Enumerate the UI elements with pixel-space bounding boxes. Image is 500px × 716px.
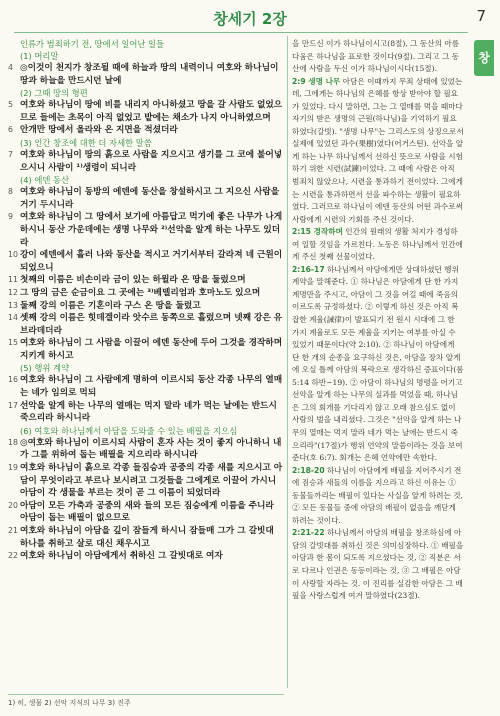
commentary-reference: 2:9 생명 나무 bbox=[292, 76, 341, 86]
commentary-paragraph bbox=[292, 226, 464, 264]
verse-number: 14 bbox=[8, 313, 18, 323]
commentary-reference: 2:21-22 bbox=[292, 528, 325, 538]
verse bbox=[8, 99, 284, 124]
verse bbox=[8, 400, 284, 425]
verse-text: 안개만 땅에서 올라와 온 지면을 적셨더라 bbox=[20, 125, 178, 136]
commentary-text: 인간의 원래의 생활 처지가 경성하여 일할 것임을 가르친다. 노동은 하나님께서 인간에게 주신 첫째 선물이었다. bbox=[292, 227, 463, 262]
verse-text: 여호와 하나님이 그 사람을 이끌어 에덴 동산에 두어 그것을 경작하며 지키게 하시고 bbox=[20, 338, 283, 361]
verse-text: 그 땅의 금은 순금이요 그 곳에는 ³⁾베델리엄과 호마노도 있으며 bbox=[20, 287, 261, 298]
verse-text: 여호와 하나님이 아담을 깊이 잠들게 하시니 잠들매 그가 그 갈빗대 하나를 취하고 살로 대신 채우시고 bbox=[20, 526, 274, 549]
verse-text: 아담이 모든 가축과 공중의 새와 들의 모든 짐승에게 이름을 주니라 아담이 돕는 배필이 없으므로 bbox=[20, 500, 274, 524]
verse-text: 여호와 하나님이 땅의 흙으로 사람을 지으시고 생기를 그 코에 불어넣으시니 사람이 ¹⁾생령이 되니라 bbox=[20, 149, 283, 173]
page-number: 7 bbox=[476, 7, 486, 25]
verse-number: 5 bbox=[8, 100, 13, 110]
verse-text: 셋째 강의 이름은 힛데겔이라 앗수르 동쪽으로 흘렀으며 넷째 강은 유브라데더라 bbox=[20, 313, 283, 336]
section-heading: (5) 행위 계약 bbox=[20, 363, 70, 374]
verse-number: 13 bbox=[8, 300, 18, 310]
verse-number: 19 bbox=[8, 463, 18, 473]
commentary-paragraph bbox=[292, 465, 464, 528]
verse-number: 11 bbox=[8, 275, 18, 285]
verse bbox=[8, 124, 284, 137]
commentary-reference: 2:18-20 bbox=[292, 465, 325, 475]
verse bbox=[8, 374, 284, 399]
verse-text: 여호와 하나님이 그 땅에서 보기에 아름답고 먹기에 좋은 나무가 나게 하시니 동산 가운데에는 생명 나무와 ²⁾선악을 알게 하는 나무도 있더라 bbox=[20, 212, 283, 248]
verse-text: 여호와 하나님이 그 사람에게 명하여 이르시되 동산 각종 나무의 열매는 네가 임의로 먹되 bbox=[20, 375, 283, 399]
verse bbox=[8, 337, 284, 362]
footnotes: 1) 히, 생물 2) 선악 지식의 나무 3) 진주 bbox=[8, 694, 284, 708]
commentary-text: 하나님께서 아담의 배필을 창조하심에 아담의 갈빗대를 취하신 것은 의미심장하다. ① 배필을 아담과 한 몸이 되도록 지으셨다는 것, ② 직분은 서로 다르나 인권은 동등이라는 것, ③ 그 배필은 아담이 사랑할 자라는 것. 이 진리를 실감한 아담은 그 배필을 사랑스럽게 여겨 말하였다(23절). bbox=[292, 528, 464, 601]
commentary-text: 아담은 이때까지 무죄 상태에 있었는데, 그에게는 하나님의 은혜를 항상 받아야 할 필요가 있었다. 다시 말하면, 그는 그 열매를 먹을 때마다 자기의 받은 생명의 근원(하나님)을 기억하기 필요하였다(갈빗). "생명 나무"는 그리스도의 상징으로서 실제에 있었던 과수(果樹)였다(어거스틴). 선악을 알게 하는 나무 하나님께서 선하신 뜻으로 사람을 시험하기 위한 시련(試鍊)이었다. 그 때에 사람은 아직 범죄치 않았으나, 시련을 통과하기 전이었다. 그에게는 시련을 통과하면서 선을 파수하는 생활이 필요하였다. 그러므로 하나님이 에덴 동산의 어떤 과수로써 사람에게 시련의 기회를 주신 것이다. bbox=[292, 76, 464, 224]
commentary-text: 하나님께서 아담에게만 상대하셨던 행위 계약을 말해준다. ① 하나님은 아담에게 단 한 가지 계명만을 주시고, 아담이 그 것을 어길 때에 죽음의 이르도록 규정하셨다. ② 이렇게 하신 것은 아직 복잡한 계율(誡律)이 발표되기 전 원시 시대에 그 한 가지 계율로도 모든 계율을 지키는 여부를 아실 수 있었기 때문이다(약 2:10). ② 하나님이 아담에게 단 한 개의 순종을 요구하신 것은, 아담을 장차 알게에 오실 틀께 아담의 복락으로 생각하신 증표이다(롬 5:14 하반~19). ② 아담이 하나님의 명령을 어기고 선악을 알게 하는 나무의 실과를 먹었을 때, 하나님은 그의 회개를 기다리지 않고 오래 참으심도 없이 사람의 벌을 내리셨다. 그것은 "선악을 알게 하는 나무의 열매는 먹지 말라 네가 먹는 날에는 반드시 죽으리라"(17절)가 행위 언약의 말씀이라는 것을 보여준다(호 6:7). 회개는 은혜 언약에만 속한다. bbox=[292, 264, 464, 463]
verse bbox=[8, 550, 284, 563]
verse bbox=[8, 62, 284, 87]
section-heading: (6) 여호와 하나님께서 아담을 도와줄 수 있는 배필을 지으심 bbox=[20, 425, 238, 436]
verse-text: 여호와 하나님이 아담에게서 취하신 그 갈빗대로 여자 bbox=[20, 551, 223, 562]
verse-number: 17 bbox=[8, 400, 18, 410]
verse bbox=[8, 274, 284, 287]
commentary-paragraph bbox=[292, 76, 464, 227]
section-heading: (2) 그때 땅의 형편 bbox=[20, 88, 88, 99]
section-heading: (1) 머리말 bbox=[20, 51, 59, 61]
commentary-text: 하나님이 아담에게 배필을 지어주시기 전에 짐승과 새들의 이름을 지으라고 하신 이유는 ① 동물들까리는 배필이 있다는 사실을 알게 하려는 것, ② 모든 동물들 중에 아담의 배필이 없음을 깨닫게 하려는 것이다. bbox=[292, 465, 463, 525]
verse-number: 6 bbox=[8, 125, 13, 135]
commentary-paragraph bbox=[292, 38, 464, 76]
verse bbox=[8, 462, 284, 500]
verse-number: 10 bbox=[8, 250, 18, 260]
chapter-title: 창세기 2장 bbox=[213, 10, 287, 28]
commentary-reference: 2:15 경작하며 bbox=[292, 227, 343, 237]
verse bbox=[8, 211, 284, 249]
section-heading: 인류가 범죄하기 전, 땅에서 일어난 일들 bbox=[20, 39, 165, 49]
verse bbox=[8, 186, 284, 211]
verse-number: 16 bbox=[8, 375, 18, 385]
section-heading: (4) 에덴 동산 bbox=[20, 175, 70, 186]
verse-text: ◎이것이 천지가 창조될 때에 하늘과 땅의 내력이니 여호와 하나님이 땅과 하늘을 만드시던 날에 bbox=[20, 63, 279, 86]
page-header bbox=[0, 0, 500, 34]
verse bbox=[8, 300, 284, 313]
verse-number: 9 bbox=[8, 212, 13, 222]
commentary-text: 을 만드신 이가 하나님이시고(8절), 그 동산의 아름다움은 하나님을 표로한 것이다(9절). 그리고 그 동산에 사람을 두신 이가 하나님이시다(15절). bbox=[292, 39, 460, 74]
verse-number: 21 bbox=[8, 526, 18, 535]
verse-text: ◎여호와 하나님이 이르시되 사람이 혼자 사는 것이 좋지 아니하니 내가 그를 위하여 돕는 배필을 지으리라 하시니라 bbox=[20, 437, 282, 461]
verse bbox=[8, 525, 284, 550]
verse-number: 7 bbox=[8, 149, 13, 159]
column-divider bbox=[287, 36, 288, 688]
commentary-paragraph bbox=[292, 527, 464, 602]
verse-number: 20 bbox=[8, 500, 18, 510]
verse-number: 18 bbox=[8, 437, 18, 447]
verse-number: 15 bbox=[8, 338, 18, 348]
verse bbox=[8, 437, 284, 462]
verse-text: 여호와 하나님이 땅에 비를 내리지 아니하셨고 땅을 갈 사람도 없었으므로 들에는 초목이 아직 없었고 밭에는 채소가 나지 아니하였으며 bbox=[20, 100, 283, 123]
verse bbox=[8, 287, 284, 300]
commentary-column bbox=[292, 38, 464, 603]
verse-text: 여호와 하나님이 흙으로 각종 들짐승과 공중의 각종 새를 지으시고 아담이 무엇이라고 부르나 보시려고 그것들을 그에게로 이끌어 가시니 아담이 각 생물을 부르는 것이 곧 그 이름이 되었더라 bbox=[20, 463, 283, 499]
verse-text: 강이 에덴에서 흘러 나와 동산을 적시고 거기서부터 갈라져 네 근원이 되었으니 bbox=[20, 250, 283, 273]
verse bbox=[8, 500, 284, 525]
verse bbox=[8, 249, 284, 274]
verse-number: 8 bbox=[8, 187, 13, 197]
commentary-paragraph bbox=[292, 264, 464, 465]
verse-number: 4 bbox=[8, 63, 13, 72]
verse bbox=[8, 312, 284, 337]
verse-number: 12 bbox=[8, 287, 18, 297]
scripture-column bbox=[8, 38, 284, 563]
header-rule bbox=[14, 32, 468, 33]
book-tab[interactable]: 창 bbox=[474, 40, 494, 76]
verse-number: 22 bbox=[8, 551, 18, 561]
commentary-reference: 2:16-17 bbox=[292, 264, 325, 274]
section-heading: (3) 인간 창조에 대한 더 자세한 말씀 bbox=[20, 137, 152, 148]
verse-text: 둘째 강의 이름은 기혼이라 구스 온 땅을 둘렀고 bbox=[20, 300, 201, 311]
verse bbox=[8, 149, 284, 174]
verse-text: 여호와 하나님이 동방의 에덴에 동산을 창설하시고 그 지으신 사람을 거기 두시니라 bbox=[20, 187, 280, 210]
verse-text: 첫째의 이름은 비손이라 금이 있는 하윌라 온 땅을 둘렀으며 bbox=[20, 275, 246, 286]
verse-text: 선악을 알게 하는 나무의 열매는 먹지 말라 네가 먹는 날에는 반드시 죽으리라 하시니라 bbox=[20, 400, 277, 424]
